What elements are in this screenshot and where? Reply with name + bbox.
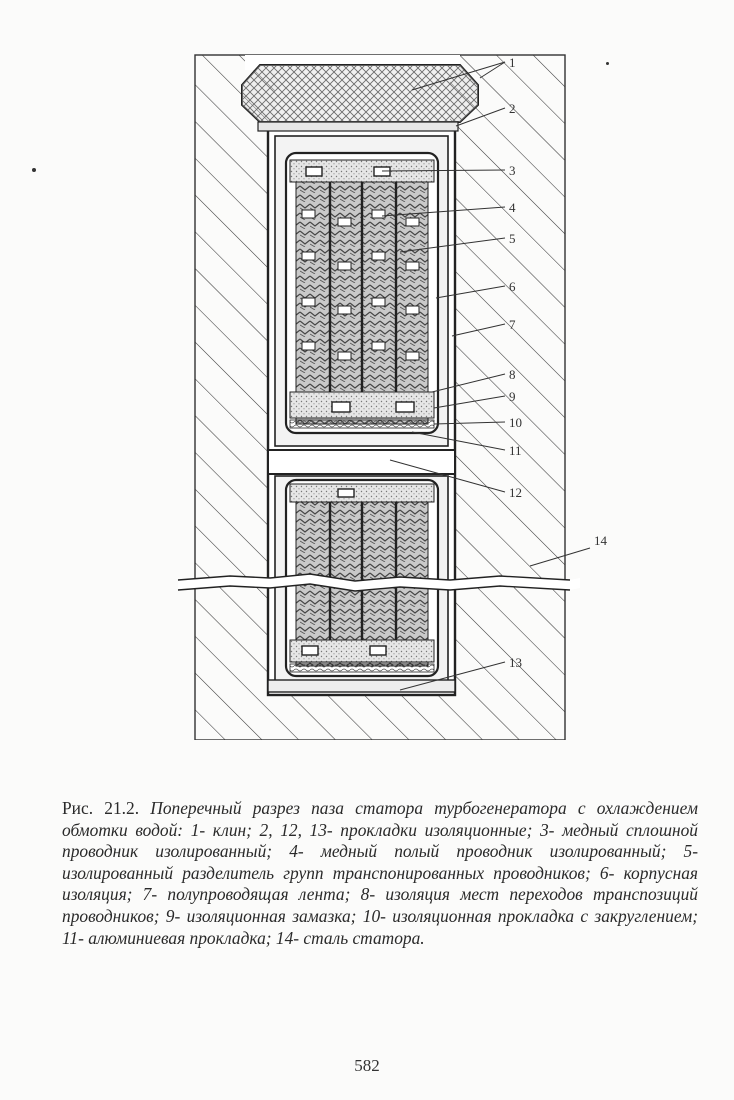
- label-1: 1: [509, 55, 516, 70]
- label-10: 10: [509, 415, 522, 430]
- stray-mark-dot: [32, 168, 36, 172]
- label-8: 8: [509, 367, 516, 382]
- label-4: 4: [509, 200, 516, 215]
- label-7: 7: [509, 317, 516, 332]
- label-5: 5: [509, 231, 516, 246]
- label-11: 11: [509, 443, 522, 458]
- insulating-strip-bottom: [268, 680, 455, 692]
- figure-number: Рис. 21.2.: [62, 798, 140, 818]
- figure-caption-text: Поперечный разрез паза статора турбогенератора с охлаждением обмотки водой: 1- клин; 2, 12, 13- прокладки изоляционные; 3- медный сплошной проводник изолированный; 4- медный полый проводник изолированный; 5- изолированный разделитель групп транспонированных проводников; 6- корпусная изоляция; 7- полупроводящая лента; 8- изоляция мест переходов транспозиций проводников; 9- изоляционная замазка; 10- изоляционная прокладка с закруглением; 11- алюминиевая прокладка; 14- сталь статора.: [62, 798, 698, 948]
- label-12: 12: [509, 485, 522, 500]
- slot-wedge: [242, 65, 478, 122]
- figure-caption: [62, 798, 698, 949]
- page-number: 582: [354, 1056, 380, 1075]
- label-3: 3: [509, 163, 516, 178]
- upper-winding-bar: [275, 136, 448, 446]
- stator-slot-cross-section-figure: [150, 40, 610, 740]
- insulating-strip-top: [258, 122, 458, 131]
- label-9: 9: [509, 389, 516, 404]
- label-6: 6: [509, 279, 516, 294]
- label-2: 2: [509, 101, 516, 116]
- label-13: 13: [509, 655, 522, 670]
- label-14: 14: [594, 533, 607, 548]
